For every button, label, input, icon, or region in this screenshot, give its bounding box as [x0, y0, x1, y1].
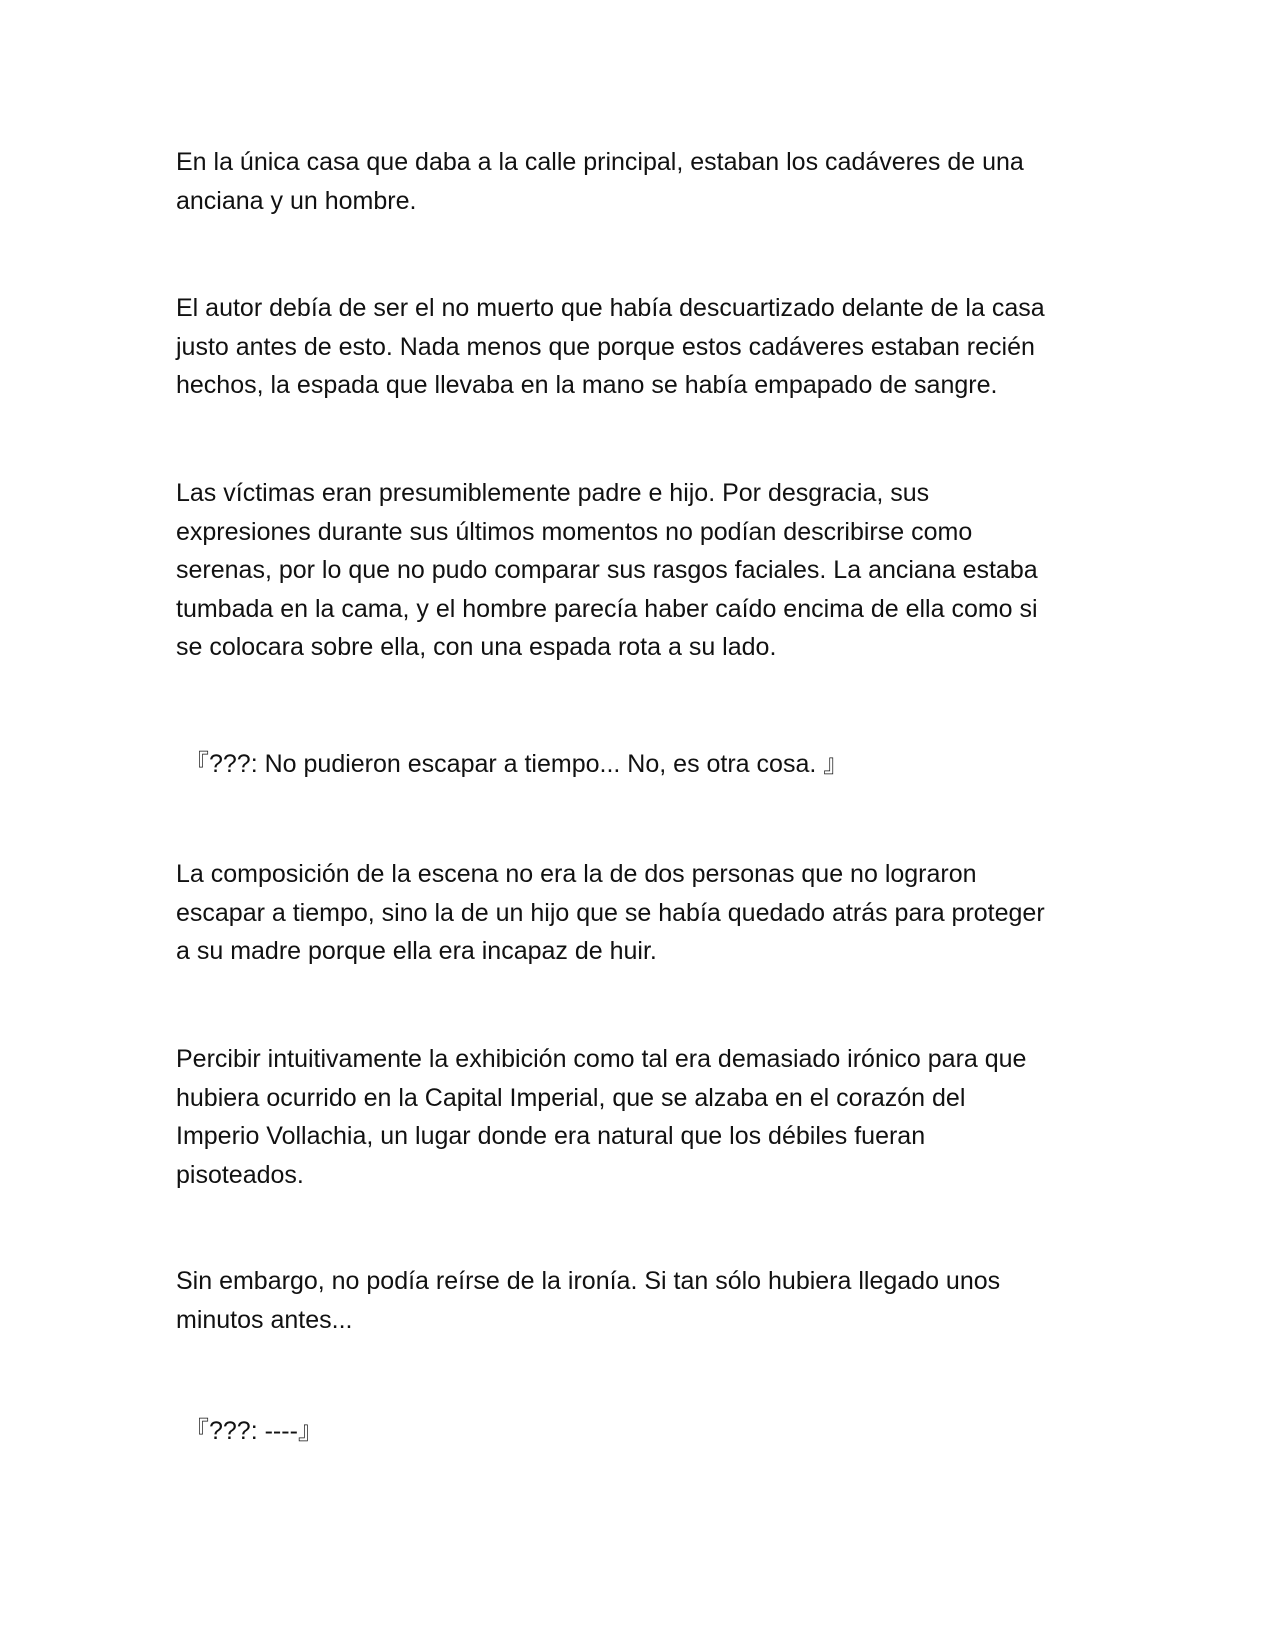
paragraph-line: serenas, por lo que no pudo comparar sus rasgos faciales. La anciana estaba: [176, 556, 1038, 584]
paragraph: [176, 1040, 1106, 1194]
paragraph-line: hubiera ocurrido en la Capital Imperial, que se alzaba en el corazón del: [176, 1083, 966, 1112]
paragraph-line: Las víctimas eran presumiblemente padre e hijo. Por desgracia, sus: [176, 479, 930, 507]
paragraph-line: a su madre porque ella era incapaz de huir.: [176, 937, 657, 965]
paragraph: [176, 1262, 1106, 1339]
paragraph-line: escapar a tiempo, sino la de un hijo que se había quedado atrás para proteger: [176, 898, 1045, 927]
paragraph-line: hechos, la espada que llevaba en la mano se había empapado de sangre.: [176, 371, 998, 399]
dialogue-text: 『???: ----』: [184, 1417, 323, 1445]
paragraph-line: minutos antes...: [176, 1305, 353, 1334]
paragraph-line: anciana y un hombre.: [176, 186, 417, 215]
paragraph-line: Imperio Vollachia, un lugar donde era natural que los débiles fueran: [176, 1122, 926, 1150]
paragraph-line: tumbada en la cama, y el hombre parecía haber caído encima de ella como si: [176, 594, 1038, 623]
paragraph: [176, 474, 1106, 667]
paragraph-line: se colocara sobre ella, con una espada rota a su lado.: [176, 633, 777, 661]
dialogue-line: [184, 1412, 1114, 1451]
dialogue-text: 『???: No pudieron escapar a tiempo... No, es otra cosa. 』: [184, 750, 849, 778]
paragraph-line: pisoteados.: [176, 1160, 304, 1189]
paragraph-line: Sin embargo, no podía reírse de la ironía. Si tan sólo hubiera llegado unos: [176, 1267, 1001, 1295]
dialogue-line: [184, 745, 1114, 784]
paragraph: [176, 143, 1106, 220]
paragraph-line: En la única casa que daba a la calle principal, estaban los cadáveres de una: [176, 148, 1024, 176]
paragraph-line: La composición de la escena no era la de dos personas que no lograron: [176, 860, 977, 888]
paragraph-line: El autor debía de ser el no muerto que había descuartizado delante de la casa: [176, 294, 1045, 322]
paragraph: [176, 289, 1106, 405]
paragraph-line: justo antes de esto. Nada menos que porque estos cadáveres estaban recién: [176, 332, 1035, 361]
paragraph-line: Percibir intuitivamente la exhibición como tal era demasiado irónico para que: [176, 1045, 1027, 1073]
paragraph-line: expresiones durante sus últimos momentos no podían describirse como: [176, 517, 973, 546]
paragraph: [176, 855, 1106, 971]
